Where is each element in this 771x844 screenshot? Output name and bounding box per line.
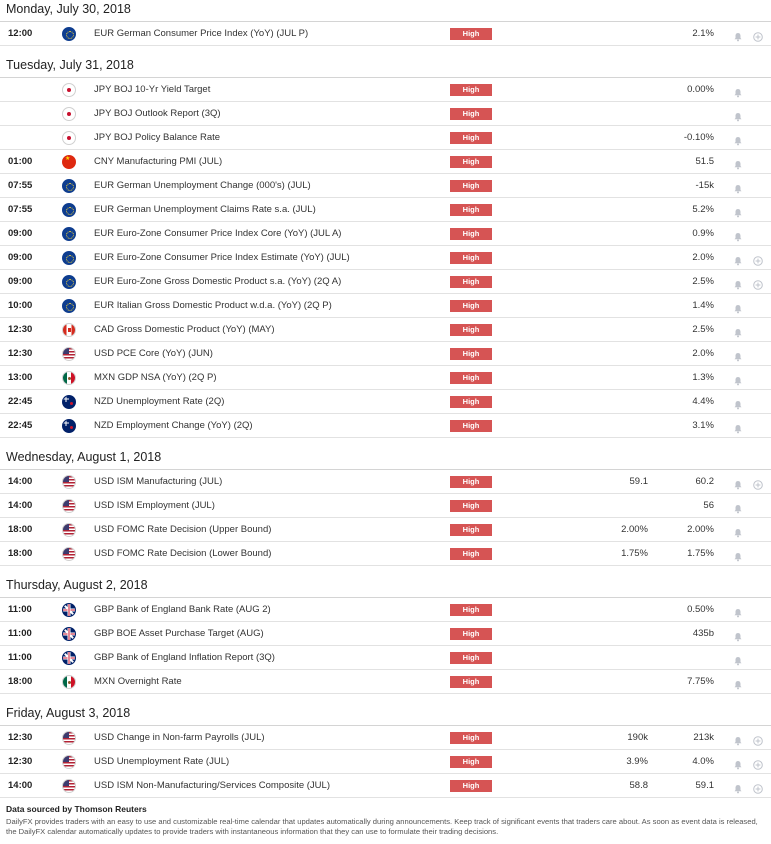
previous-value: 2.00% <box>687 524 714 535</box>
bell-icon[interactable] <box>733 85 743 95</box>
previous-value: 213k <box>693 732 714 743</box>
day-section <box>0 56 771 438</box>
bell-icon[interactable] <box>733 229 743 239</box>
event-name[interactable]: EUR Euro-Zone Gross Domestic Product s.a. (YoY) (2Q A) <box>94 276 342 287</box>
previous-value: -0.10% <box>683 132 714 143</box>
importance-badge: High <box>450 524 492 536</box>
event-name[interactable]: EUR Euro-Zone Consumer Price Index Core (YoY) (JUL A) <box>94 228 342 239</box>
importance-badge: High <box>450 84 492 96</box>
event-name[interactable]: EUR German Consumer Price Index (YoY) (JUL P) <box>94 28 309 39</box>
event-row[interactable] <box>0 222 771 246</box>
event-name[interactable]: EUR Euro-Zone Consumer Price Index Estimate (YoY) (JUL) <box>94 252 350 263</box>
bell-icon[interactable] <box>733 397 743 407</box>
previous-value: 60.2 <box>695 476 714 487</box>
previous-value: 4.4% <box>692 396 714 407</box>
event-row[interactable] <box>0 622 771 646</box>
previous-value: 4.0% <box>692 756 714 767</box>
event-time: 22:45 <box>8 396 33 407</box>
bell-icon[interactable] <box>733 133 743 143</box>
flag-eu-icon <box>62 275 76 289</box>
day-section <box>0 448 771 566</box>
event-time: 01:00 <box>8 156 33 167</box>
importance-badge: High <box>450 228 492 240</box>
importance-badge: High <box>450 348 492 360</box>
bell-icon[interactable] <box>733 629 743 639</box>
importance-badge: High <box>450 28 492 40</box>
importance-badge: High <box>450 476 492 488</box>
flag-jp-icon <box>62 83 76 97</box>
day-section <box>0 576 771 694</box>
flag-mx-icon <box>62 675 76 689</box>
event-row[interactable] <box>0 342 771 366</box>
bell-icon[interactable] <box>733 277 743 287</box>
importance-badge: High <box>450 780 492 792</box>
event-time: 11:00 <box>8 604 32 615</box>
event-time: 12:30 <box>8 756 33 767</box>
add-circle-icon[interactable] <box>753 477 763 487</box>
importance-badge: High <box>450 324 492 336</box>
bell-icon[interactable] <box>733 757 743 767</box>
bell-icon[interactable] <box>733 605 743 615</box>
bell-icon[interactable] <box>733 253 743 263</box>
previous-value: -15k <box>695 180 714 191</box>
event-row[interactable] <box>0 318 771 342</box>
event-time: 12:00 <box>8 28 33 39</box>
importance-badge: High <box>450 756 492 768</box>
importance-badge: High <box>450 604 492 616</box>
add-circle-icon[interactable] <box>753 733 763 743</box>
event-row[interactable] <box>0 270 771 294</box>
event-name[interactable]: EUR German Unemployment Change (000's) (JUL) <box>94 180 311 191</box>
flag-us-icon <box>62 347 76 361</box>
previous-value: 59.1 <box>695 780 714 791</box>
event-name[interactable]: JPY BOJ Policy Balance Rate <box>94 132 221 143</box>
previous-value: 3.1% <box>692 420 714 431</box>
day-header: Tuesday, July 31, 2018 <box>0 56 771 78</box>
event-row[interactable] <box>0 598 771 622</box>
event-name[interactable]: CNY Manufacturing PMI (JUL) <box>94 156 223 167</box>
bell-icon[interactable] <box>733 325 743 335</box>
flag-cn-icon <box>62 155 76 169</box>
event-row[interactable] <box>0 366 771 390</box>
day-header: Friday, August 3, 2018 <box>0 704 771 726</box>
event-name[interactable]: NZD Employment Change (YoY) (2Q) <box>94 420 253 431</box>
data-source-footer <box>6 804 766 837</box>
importance-badge: High <box>450 300 492 312</box>
flag-eu-icon <box>62 179 76 193</box>
flag-gb-icon <box>62 603 76 617</box>
flag-eu-icon <box>62 299 76 313</box>
bell-icon[interactable] <box>733 525 743 535</box>
flag-us-icon <box>62 755 76 769</box>
bell-icon[interactable] <box>733 349 743 359</box>
forecast-value: 59.1 <box>629 476 648 487</box>
importance-badge: High <box>450 180 492 192</box>
forecast-value: 190k <box>627 732 648 743</box>
importance-badge: High <box>450 548 492 560</box>
day-header: Thursday, August 2, 2018 <box>0 576 771 598</box>
importance-badge: High <box>450 252 492 264</box>
previous-value: 2.0% <box>692 252 714 263</box>
flag-jp-icon <box>62 107 76 121</box>
event-time: 09:00 <box>8 276 33 287</box>
event-name[interactable]: NZD Unemployment Rate (2Q) <box>94 396 225 407</box>
previous-value: 7.75% <box>687 676 714 687</box>
event-time: 07:55 <box>8 204 33 215</box>
event-name[interactable]: GBP Bank of England Inflation Report (3Q) <box>94 652 275 663</box>
event-row[interactable] <box>0 518 771 542</box>
event-time: 12:30 <box>8 348 33 359</box>
event-row[interactable] <box>0 470 771 494</box>
day-header: Monday, July 30, 2018 <box>0 0 771 22</box>
importance-badge: High <box>450 132 492 144</box>
add-circle-icon[interactable] <box>753 277 763 287</box>
flag-us-icon <box>62 499 76 513</box>
importance-badge: High <box>450 652 492 664</box>
event-row[interactable] <box>0 174 771 198</box>
flag-jp-icon <box>62 131 76 145</box>
event-time: 11:00 <box>8 628 32 639</box>
event-row[interactable] <box>0 750 771 774</box>
footer-description: DailyFX provides traders with an easy to use and customizable real-time calendar that updates automatically during announcements. Keep track of significant events that traders care about. As soon as event data is released, the DailyFX calendar automatically updates to provide traders with instantaneous information that they can use to formulate their trading decisions. <box>6 817 758 836</box>
event-row[interactable] <box>0 150 771 174</box>
event-time: 12:30 <box>8 324 33 335</box>
event-name[interactable]: GBP BOE Asset Purchase Target (AUG) <box>94 628 264 639</box>
event-time: 09:00 <box>8 228 33 239</box>
previous-value: 2.1% <box>692 28 714 39</box>
importance-badge: High <box>450 500 492 512</box>
flag-us-icon <box>62 475 76 489</box>
event-name[interactable]: CAD Gross Domestic Product (YoY) (MAY) <box>94 324 275 335</box>
bell-icon[interactable] <box>733 733 743 743</box>
flag-us-icon <box>62 547 76 561</box>
day-header: Wednesday, August 1, 2018 <box>0 448 771 470</box>
event-row[interactable] <box>0 246 771 270</box>
importance-badge: High <box>450 732 492 744</box>
flag-us-icon <box>62 779 76 793</box>
event-row[interactable] <box>0 670 771 694</box>
forecast-value: 1.75% <box>621 548 648 559</box>
bell-icon[interactable] <box>733 677 743 687</box>
previous-value: 0.50% <box>687 604 714 615</box>
event-name[interactable]: USD Change in Non-farm Payrolls (JUL) <box>94 732 265 743</box>
event-row[interactable] <box>0 78 771 102</box>
previous-value: 1.4% <box>692 300 714 311</box>
event-name[interactable]: MXN GDP NSA (YoY) (2Q P) <box>94 372 217 383</box>
event-time: 18:00 <box>8 676 33 687</box>
day-section <box>0 0 771 46</box>
add-circle-icon[interactable] <box>753 757 763 767</box>
event-name[interactable]: USD ISM Non-Manufacturing/Services Composite (JUL) <box>94 780 330 791</box>
bell-icon[interactable] <box>733 373 743 383</box>
add-circle-icon[interactable] <box>753 253 763 263</box>
importance-badge: High <box>450 628 492 640</box>
add-circle-icon[interactable] <box>753 781 763 791</box>
event-name[interactable]: USD Unemployment Rate (JUL) <box>94 756 230 767</box>
event-name[interactable]: USD FOMC Rate Decision (Upper Bound) <box>94 524 272 535</box>
bell-icon[interactable] <box>733 549 743 559</box>
event-row[interactable] <box>0 22 771 46</box>
forecast-value: 2.00% <box>621 524 648 535</box>
importance-badge: High <box>450 156 492 168</box>
event-name[interactable]: USD FOMC Rate Decision (Lower Bound) <box>94 548 272 559</box>
importance-badge: High <box>450 676 492 688</box>
forecast-value: 3.9% <box>626 756 648 767</box>
event-time: 10:00 <box>8 300 33 311</box>
previous-value: 435b <box>692 628 714 639</box>
event-time: 18:00 <box>8 548 33 559</box>
previous-value: 2.0% <box>692 348 714 359</box>
flag-gb-icon <box>62 627 76 641</box>
event-time: 11:00 <box>8 652 32 663</box>
bell-icon[interactable] <box>733 421 743 431</box>
flag-nz-icon <box>62 395 76 409</box>
previous-value: 1.75% <box>687 548 714 559</box>
add-circle-icon[interactable] <box>753 29 763 39</box>
bell-icon[interactable] <box>733 653 743 663</box>
flag-nz-icon <box>62 419 76 433</box>
importance-badge: High <box>450 420 492 432</box>
event-row[interactable] <box>0 294 771 318</box>
bell-icon[interactable] <box>733 301 743 311</box>
bell-icon[interactable] <box>733 157 743 167</box>
importance-badge: High <box>450 276 492 288</box>
forecast-value: 58.8 <box>629 780 648 791</box>
event-time: 14:00 <box>8 476 33 487</box>
previous-value: 2.5% <box>692 276 714 287</box>
event-time: 13:00 <box>8 372 33 383</box>
flag-ca-icon <box>62 323 76 337</box>
bell-icon[interactable] <box>733 781 743 791</box>
event-row[interactable] <box>0 102 771 126</box>
event-name[interactable]: USD ISM Employment (JUL) <box>94 500 215 511</box>
bell-icon[interactable] <box>733 109 743 119</box>
bell-icon[interactable] <box>733 477 743 487</box>
event-row[interactable] <box>0 646 771 670</box>
event-name[interactable]: JPY BOJ 10-Yr Yield Target <box>94 84 211 95</box>
bell-icon[interactable] <box>733 181 743 191</box>
importance-badge: High <box>450 396 492 408</box>
event-time: 22:45 <box>8 420 33 431</box>
flag-us-icon <box>62 523 76 537</box>
previous-value: 0.9% <box>692 228 714 239</box>
event-name[interactable]: EUR Italian Gross Domestic Product w.d.a. (YoY) (2Q P) <box>94 300 332 311</box>
event-row[interactable] <box>0 414 771 438</box>
flag-gb-icon <box>62 651 76 665</box>
flag-eu-icon <box>62 27 76 41</box>
event-time: 07:55 <box>8 180 33 191</box>
flag-eu-icon <box>62 227 76 241</box>
bell-icon[interactable] <box>733 501 743 511</box>
event-row[interactable] <box>0 726 771 750</box>
importance-badge: High <box>450 108 492 120</box>
flag-mx-icon <box>62 371 76 385</box>
previous-value: 56 <box>703 500 714 511</box>
previous-value: 0.00% <box>687 84 714 95</box>
event-row[interactable] <box>0 774 771 798</box>
importance-badge: High <box>450 204 492 216</box>
flag-us-icon <box>62 731 76 745</box>
footer-title: Data sourced by Thomson Reuters <box>6 804 147 814</box>
event-name[interactable]: USD PCE Core (YoY) (JUN) <box>94 348 213 359</box>
event-time: 14:00 <box>8 780 33 791</box>
previous-value: 2.5% <box>692 324 714 335</box>
event-time: 09:00 <box>8 252 33 263</box>
event-name[interactable]: EUR German Unemployment Claims Rate s.a. (JUL) <box>94 204 316 215</box>
event-row[interactable] <box>0 390 771 414</box>
event-row[interactable] <box>0 494 771 518</box>
event-name[interactable]: USD ISM Manufacturing (JUL) <box>94 476 223 487</box>
day-section <box>0 704 771 798</box>
event-name[interactable]: GBP Bank of England Bank Rate (AUG 2) <box>94 604 271 615</box>
event-row[interactable] <box>0 542 771 566</box>
event-row[interactable] <box>0 198 771 222</box>
event-time: 14:00 <box>8 500 33 511</box>
event-name[interactable]: MXN Overnight Rate <box>94 676 182 687</box>
event-row[interactable] <box>0 126 771 150</box>
bell-icon[interactable] <box>733 29 743 39</box>
event-name[interactable]: JPY BOJ Outlook Report (3Q) <box>94 108 221 119</box>
event-time: 18:00 <box>8 524 33 535</box>
flag-eu-icon <box>62 251 76 265</box>
bell-icon[interactable] <box>733 205 743 215</box>
previous-value: 1.3% <box>692 372 714 383</box>
previous-value: 5.2% <box>692 204 714 215</box>
importance-badge: High <box>450 372 492 384</box>
event-time: 12:30 <box>8 732 33 743</box>
previous-value: 51.5 <box>695 156 714 167</box>
flag-eu-icon <box>62 203 76 217</box>
